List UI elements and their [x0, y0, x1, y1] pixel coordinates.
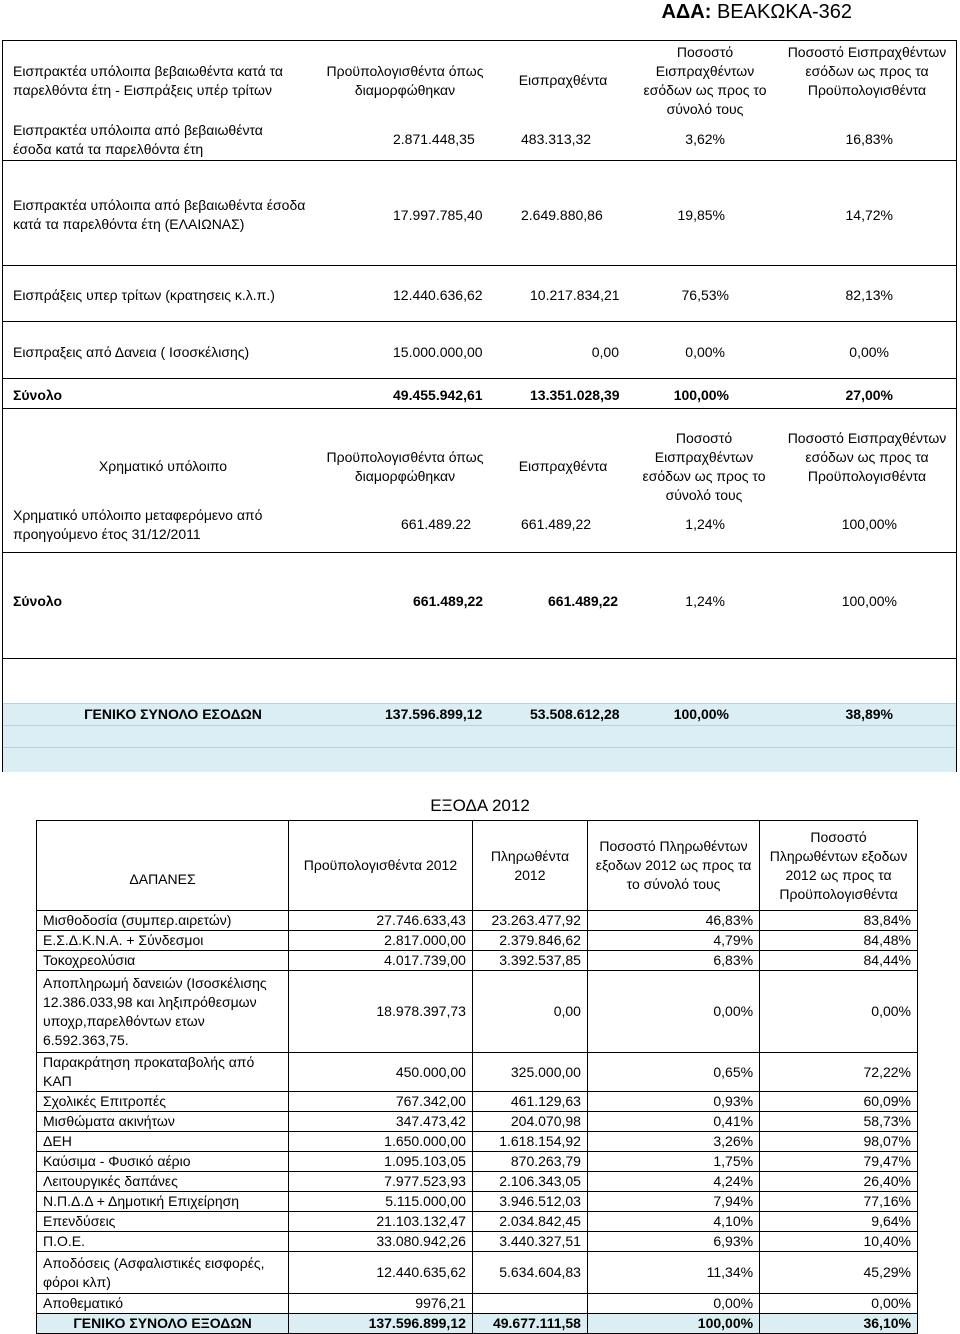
total-paid: 49.677.111,58 — [472, 1314, 587, 1334]
divider — [3, 321, 956, 322]
rev-header-col3: Ποσοστό Εισπραχθέντων εσόδων ως προς το σύνολό τους — [643, 44, 767, 117]
row-paid: 2.106.343,05 — [472, 1172, 587, 1192]
row-pct-total: 1,75% — [587, 1152, 759, 1172]
row-budget: 1.650.000,00 — [289, 1132, 473, 1152]
row-label: Σχολικές Επιτροπές — [37, 1092, 289, 1112]
row-label: Αποπληρωμή δανειών (Ισοσκέλισης 12.386.033,98 και ληξιπρόθεσμων υποχρ,παρελθόντων ετων 6.592.363,75. — [37, 971, 289, 1053]
divider — [3, 408, 956, 409]
rev-row-pct-budget: 0,00% — [849, 344, 889, 360]
row-pct-budget: 26,40% — [760, 1172, 918, 1192]
blank-band — [3, 747, 956, 772]
cash-header-col1: Προϋπολογισθέντα όπως διαμορφώθηκαν — [326, 449, 484, 484]
cash-header-col0: Χρηματικό υπόλοιπο — [98, 458, 228, 474]
table-row — [37, 1152, 918, 1172]
col-header-pct-total: Ποσοστό Πληρωθέντων εξοδων 2012 ως προς τα το σύνολό τους — [587, 821, 759, 911]
cash-header-col4: Ποσοστό Εισπραχθέντων εσόδων ως προς τα Προϋπολογισθέντα — [787, 430, 947, 484]
table-row — [37, 1053, 918, 1092]
row-pct-total: 6,93% — [587, 1232, 759, 1252]
grand-rev-pct-total: 100,00% — [673, 706, 729, 722]
row-budget: 347.473,42 — [289, 1112, 473, 1132]
table-header-row — [37, 821, 918, 911]
row-pct-total: 3,26% — [587, 1132, 759, 1152]
expenses-table — [36, 820, 918, 1334]
rev-row-collected: 10.217.834,21 — [530, 287, 620, 303]
grand-rev-label: ΓΕΝΙΚΟ ΣΥΝΟΛΟ ΕΣΟΔΩΝ — [84, 706, 262, 722]
rev-header-col0: Εισπρακτέα υπόλοιπα βεβαιωθέντα κατά τα παρελθόντα έτη - Εισπράξεις υπέρ τρίτων — [13, 63, 284, 98]
rev-row-label: Εισπράξεις υπερ τρίτων (κρατησεις κ.λ.π.) — [13, 287, 275, 303]
ada-label: ΑΔΑ: — [661, 1, 712, 23]
row-label: Επενδύσεις — [37, 1212, 289, 1232]
row-label: Τοκοχρεολύσια — [37, 951, 289, 971]
rev-header-col1: Προϋπολογισθέντα όπως διαμορφώθηκαν — [326, 63, 484, 98]
row-pct-budget: 84,44% — [760, 951, 918, 971]
rev-row-pct-total: 76,53% — [681, 287, 729, 303]
row-pct-total: 4,24% — [587, 1172, 759, 1192]
row-pct-budget: 58,73% — [760, 1112, 918, 1132]
table-row — [37, 1232, 918, 1252]
rev-total-pct-total: 100,00% — [673, 387, 729, 403]
col-header-expenses: ΔΑΠΑΝΕΣ — [37, 821, 289, 911]
row-paid: 2.379.846,62 — [472, 931, 587, 951]
cash-row-label: Χρηματικό υπόλοιπο μεταφερόμενο από προηγούμενο έτος 31/12/2011 — [13, 507, 263, 542]
row-budget: 450.000,00 — [289, 1053, 473, 1092]
row-pct-budget: 98,07% — [760, 1132, 918, 1152]
row-budget: 18.978.397,73 — [289, 971, 473, 1053]
row-paid: 3.440.327,51 — [472, 1232, 587, 1252]
row-pct-budget: 0,00% — [760, 971, 918, 1053]
row-label: Ε.Σ.Δ.Κ.Ν.Α. + Σύνδεσμοι — [37, 931, 289, 951]
table-row — [37, 1294, 918, 1314]
divider — [3, 552, 956, 553]
row-label: Μισθώματα ακινήτων — [37, 1112, 289, 1132]
row-pct-budget: 77,16% — [760, 1192, 918, 1212]
cash-total-pct-total: 1,24% — [685, 593, 725, 609]
rev-row-collected: 0,00 — [591, 344, 619, 360]
row-pct-budget: 0,00% — [760, 1294, 918, 1314]
cash-header-col2: Εισπραχθέντα — [518, 458, 608, 474]
row-budget: 2.817.000,00 — [289, 931, 473, 951]
row-pct-total: 0,00% — [587, 1294, 759, 1314]
grand-rev-budget: 137.596.899,12 — [385, 706, 483, 722]
row-budget: 767.342,00 — [289, 1092, 473, 1112]
rev-row-budget: 12.440.636,62 — [393, 287, 483, 303]
blank-band — [3, 725, 956, 748]
row-pct-budget: 45,29% — [760, 1252, 918, 1294]
table-row — [37, 911, 918, 931]
row-budget: 21.103.132,47 — [289, 1212, 473, 1232]
row-pct-total: 0,93% — [587, 1092, 759, 1112]
row-paid: 3.946.512,03 — [472, 1192, 587, 1212]
table-row — [37, 971, 918, 1053]
expenses-title: ΕΞΟΔΑ 2012 — [430, 796, 530, 815]
row-budget: 1.095.103,05 — [289, 1152, 473, 1172]
rev-row-label: Εισπρακτέα υπόλοιπα από βεβαιωθέντα έσοδα κατά τα παρελθόντα έτη — [13, 122, 263, 157]
row-label: Καύσιμα - Φυσικό αέριο — [37, 1152, 289, 1172]
rev-total-budget: 49.455.942,61 — [393, 387, 483, 403]
grand-rev-collected: 53.508.612,28 — [530, 706, 620, 722]
ada-code — [661, 0, 852, 24]
divider — [3, 378, 956, 379]
row-pct-total: 0,41% — [587, 1112, 759, 1132]
total-label: ΓΕΝΙΚΟ ΣΥΝΟΛΟ ΕΞΟΔΩΝ — [37, 1314, 289, 1334]
row-pct-budget: 10,40% — [760, 1232, 918, 1252]
row-pct-budget: 9,64% — [760, 1212, 918, 1232]
row-budget: 12.440.635,62 — [289, 1252, 473, 1294]
divider — [3, 160, 956, 161]
row-label: ΔΕΗ — [37, 1132, 289, 1152]
ada-value: ΒΕΑΚΩΚΑ-362 — [716, 1, 852, 23]
col-header-paid: Πληρωθέντα 2012 — [472, 821, 587, 911]
row-pct-total: 11,34% — [587, 1252, 759, 1294]
row-pct-total: 46,83% — [587, 911, 759, 931]
col-header-pct-budget: Ποσοστό Πληρωθέντων εξοδων 2012 ως προς τα Προϋπολογισθέντα — [760, 821, 918, 911]
table-total-row — [37, 1314, 918, 1334]
row-budget: 33.080.942,26 — [289, 1232, 473, 1252]
total-pct-budget: 36,10% — [760, 1314, 918, 1334]
rev-header-col4: Ποσοστό Εισπραχθέντων εσόδων ως προς τα Προϋπολογισθέντα — [787, 44, 947, 98]
row-paid: 3.392.537,85 — [472, 951, 587, 971]
row-paid: 1.618.154,92 — [472, 1132, 587, 1152]
col-header-budget: Προϋπολογισθέντα 2012 — [289, 821, 473, 911]
rev-row-collected: 483.313,32 — [521, 131, 592, 147]
row-pct-total: 7,94% — [587, 1192, 759, 1212]
table-row — [37, 1092, 918, 1112]
table-row — [37, 1132, 918, 1152]
rev-row-budget: 2.871.448,35 — [393, 131, 475, 147]
row-paid: 2.034.842,45 — [472, 1212, 587, 1232]
table-row — [37, 1112, 918, 1132]
cash-row-budget: 661.489.22 — [401, 516, 472, 532]
row-label: Π.Ο.Ε. — [37, 1232, 289, 1252]
cash-total-pct-budget: 100,00% — [841, 593, 897, 609]
rev-row-label: Εισπραξεις από Δανεια ( Ισοσκέλισης) — [13, 344, 250, 360]
cash-row-collected: 661.489,22 — [521, 516, 592, 532]
row-paid — [472, 1294, 587, 1314]
row-label: Μισθοδοσία (συμπερ.αιρετών) — [37, 911, 289, 931]
table-row — [37, 951, 918, 971]
row-paid: 204.070,98 — [472, 1112, 587, 1132]
row-pct-budget: 72,22% — [760, 1053, 918, 1092]
rev-row-collected: 2.649.880,86 — [521, 207, 603, 223]
rev-total-collected: 13.351.028,39 — [530, 387, 620, 403]
row-label: Ν.Π.Δ.Δ + Δημοτική Επιχείρηση — [37, 1192, 289, 1212]
rev-row-pct-budget: 82,13% — [845, 287, 893, 303]
rev-header-col2: Εισπραχθέντα — [518, 72, 608, 88]
row-pct-total: 0,00% — [587, 971, 759, 1053]
cash-total-label: Σύνολο — [13, 593, 63, 609]
row-budget: 5.115.000,00 — [289, 1192, 473, 1212]
row-paid: 5.634.604,83 — [472, 1252, 587, 1294]
total-pct-total: 100,00% — [587, 1314, 759, 1334]
table-row — [37, 1172, 918, 1192]
grand-rev-pct-budget: 38,89% — [845, 706, 893, 722]
row-pct-total: 4,10% — [587, 1212, 759, 1232]
row-pct-total: 6,83% — [587, 951, 759, 971]
row-label: Παρακράτηση προκαταβολής από ΚΑΠ — [37, 1053, 289, 1092]
row-pct-total: 0,65% — [587, 1053, 759, 1092]
table-row — [37, 1212, 918, 1232]
row-budget: 9976,21 — [289, 1294, 473, 1314]
table-row — [37, 1192, 918, 1212]
row-pct-total: 4,79% — [587, 931, 759, 951]
table-row — [37, 1252, 918, 1294]
cash-row-pct-total: 1,24% — [685, 516, 725, 532]
divider — [3, 265, 956, 266]
rev-row-pct-total: 3,62% — [685, 131, 725, 147]
table-row — [37, 931, 918, 951]
row-paid: 325.000,00 — [472, 1053, 587, 1092]
rev-total-pct-budget: 27,00% — [845, 387, 893, 403]
row-paid: 23.263.477,92 — [472, 911, 587, 931]
row-pct-budget: 83,84% — [760, 911, 918, 931]
rev-row-budget: 15.000.000,00 — [393, 344, 483, 360]
row-budget: 27.746.633,43 — [289, 911, 473, 931]
rev-total-label: Σύνολο — [13, 387, 63, 403]
row-pct-budget: 60,09% — [760, 1092, 918, 1112]
rev-row-pct-budget: 16,83% — [845, 131, 893, 147]
rev-row-budget: 17.997.785,40 — [393, 207, 483, 223]
row-label: Αποδόσεις (Ασφαλιστικές εισφορές, φόροι κλπ) — [37, 1252, 289, 1294]
row-paid: 461.129,63 — [472, 1092, 587, 1112]
row-pct-budget: 84,48% — [760, 931, 918, 951]
revenue-section — [2, 40, 957, 772]
row-pct-budget: 79,47% — [760, 1152, 918, 1172]
cash-total-collected: 661.489,22 — [548, 593, 619, 609]
row-label: Λειτουργικές δαπάνες — [37, 1172, 289, 1192]
row-budget: 4.017.739,00 — [289, 951, 473, 971]
row-paid: 870.263,79 — [472, 1152, 587, 1172]
row-label: Αποθεματικό — [37, 1294, 289, 1314]
row-budget: 7.977.523,93 — [289, 1172, 473, 1192]
cash-row-pct-budget: 100,00% — [841, 516, 897, 532]
cash-header-col3: Ποσοστό Εισπραχθέντων εσόδων ως προς το σύνολό τους — [642, 430, 766, 503]
divider — [3, 658, 956, 659]
row-paid: 0,00 — [472, 971, 587, 1053]
total-budget: 137.596.899,12 — [289, 1314, 473, 1334]
cash-total-budget: 661.489,22 — [413, 593, 484, 609]
rev-row-pct-budget: 14,72% — [845, 207, 893, 223]
rev-row-label: Εισπρακτέα υπόλοιπα από βεβαιωθέντα έσοδα κατά τα παρελθόντα έτη (ΕΛΑΙΩΝΑΣ) — [13, 197, 306, 232]
rev-row-pct-total: 19,85% — [677, 207, 725, 223]
rev-row-pct-total: 0,00% — [685, 344, 725, 360]
